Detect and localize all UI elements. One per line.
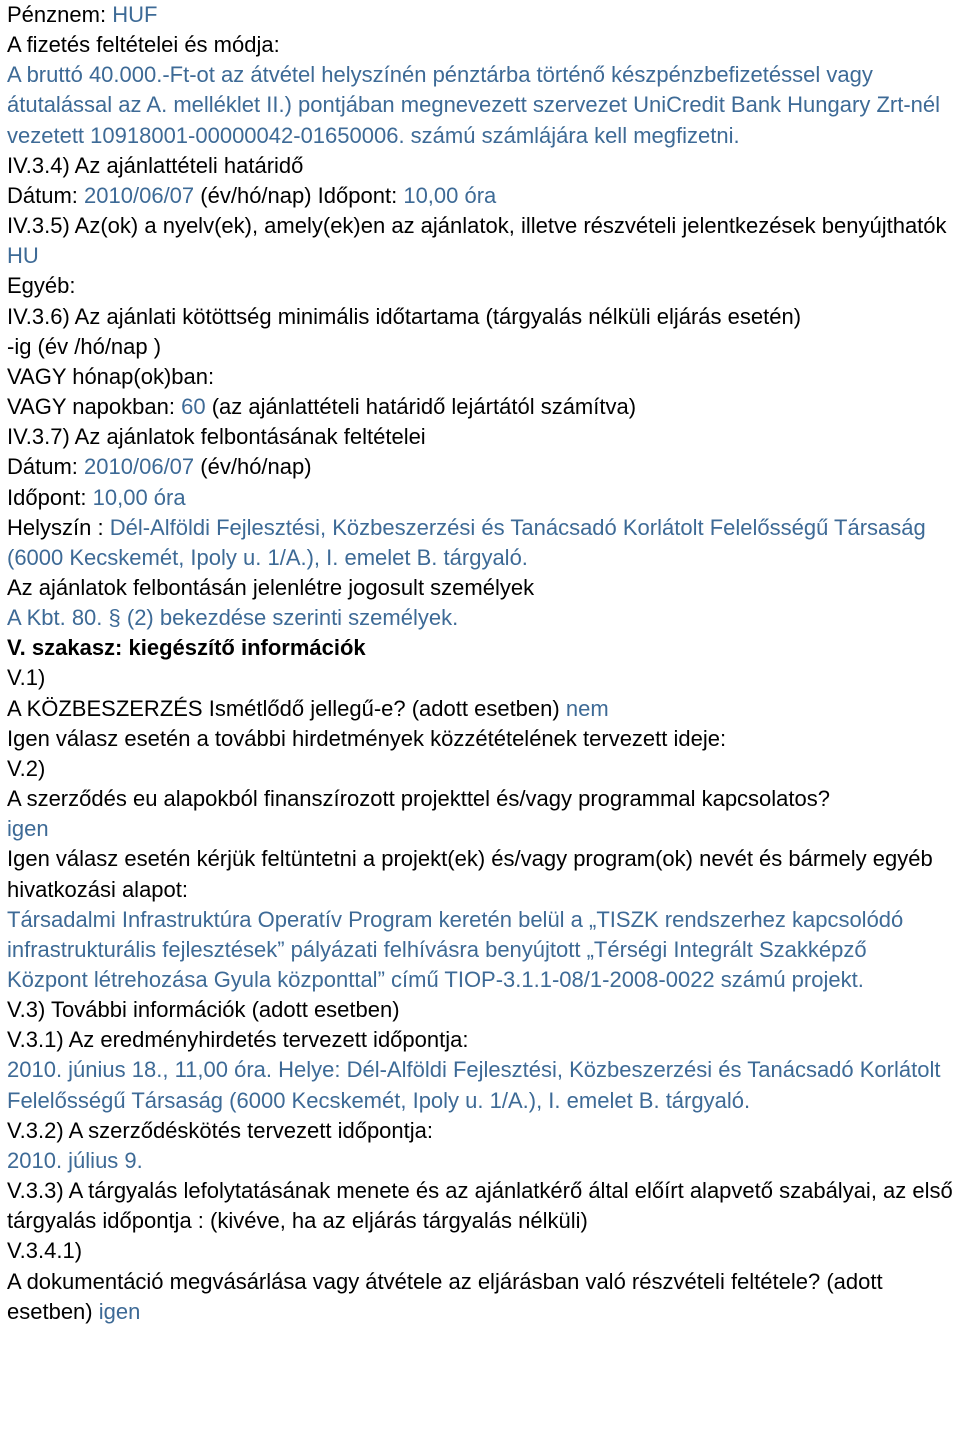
v1-answer: nem: [565, 695, 609, 721]
currency-label: Pénznem:: [7, 2, 107, 27]
currency-line: [7, 0, 953, 30]
v1-followup: Igen válasz esetén a további hirdetmények közzétételének tervezett ideje:: [7, 725, 727, 751]
iv-3-7-time-line: [7, 483, 953, 513]
iv-3-7-date-value: 2010/06/07: [84, 454, 195, 480]
iv-3-4-time-value: 10,00 óra: [403, 182, 497, 208]
currency-value: HUF: [112, 2, 158, 27]
iv-3-4-date-value: 2010/06/07: [84, 182, 195, 208]
iv-3-7-place-value: Dél-Alföldi Fejlesztési, Közbeszerzési és Tanácsadó Korlátolt Felelősségű Társaság (6000 Kecskemét, Ipoly u. 1/A.), I. emelet B. tárgyaló.: [7, 514, 926, 570]
v3-3-heading: V.3.3) A tárgyalás lefolytatásának menete és az ajánlatkérő által előírt alapvető szabályai, az első tárgyalás időpontja : (kivéve, ha az eljárás tárgyalás nélküli): [7, 1178, 953, 1234]
v2-followup: Igen válasz esetén kérjük feltüntetni a projekt(ek) és/vagy program(ok) nevét és bármely egyéb hivatkozási alapot:: [7, 846, 933, 902]
v3-1-value: 2010. június 18., 11,00 óra. Helye: Dél-Alföldi Fejlesztési, Közbeszerzési és Tanácsadó Korlátolt Felelősségű Társaság (6000 Kecskemét, Ipoly u. 1/A.), I. emelet B. tárgyaló.: [7, 1057, 941, 1113]
iv-3-6-days-line: [7, 392, 953, 422]
section-v-heading: V. szakasz: kiegészítő információk: [7, 635, 366, 661]
v3-4-1-question-line: [7, 1267, 953, 1327]
v1-label: V.1): [7, 665, 46, 691]
iv-3-7-place-label: Helyszín :: [7, 514, 104, 540]
iv-3-5-heading: IV.3.5) Az(ok) a nyelv(ek), amely(ek)en az ajánlatok, illetve részvételi jelentkezések benyújthatók: [7, 213, 947, 239]
iv-3-7-date-line: [7, 452, 953, 482]
payment-terms-label: A fizetés feltételei és módja:: [7, 32, 280, 58]
v3-heading: V.3) További információk (adott esetben): [7, 997, 400, 1023]
iv-3-4-date-label: Dátum:: [7, 182, 78, 208]
v2-label: V.2): [7, 755, 46, 781]
iv-3-7-place-line: [7, 513, 953, 573]
v3-2-value: 2010. július 9.: [7, 1147, 143, 1173]
v2-answer: igen: [7, 816, 49, 842]
iv-3-6-heading: IV.3.6) Az ajánlati kötöttség minimális időtartama (tárgyalás nélküli eljárás esetén): [7, 303, 802, 329]
iv-3-5-language-value: HU: [7, 243, 39, 269]
v3-2-heading: V.3.2) A szerződéskötés tervezett időpontja:: [7, 1117, 434, 1143]
iv-3-6-months: VAGY hónap(ok)ban:: [7, 363, 215, 389]
iv-3-5-other-label: Egyéb:: [7, 273, 76, 299]
iv-3-6-days-value: 60: [181, 394, 206, 420]
iv-3-4-heading: IV.3.4) Az ajánlattételi határidő: [7, 152, 304, 178]
v2-project-value: Társadalmi Infrastruktúra Operatív Program keretén belül a „TISZK rendszerhez kapcsolódó infrastrukturális fejlesztések” pályázati felhívásra benyújtott „Térségi Integrált Szakképző Központ létrehozása Gyula központtal” című TIOP-3.1.1-08/1-2008-0022 számú projekt.: [7, 906, 904, 992]
v2-question: A szerződés eu alapokból finanszírozott projekttel és/vagy programmal kapcsolatos?: [7, 786, 830, 812]
payment-terms-value: A bruttó 40.000.-Ft-ot az átvétel helyszínén pénztárba történő készpénzbefizetéssel vagy átutalással az A. melléklet II.) pontjában megnevezett szervezet UniCredit Bank Hungary Zrt-nél vezetett 10918001-00000042-01650006. számú számlájára kell megfizetni.: [7, 62, 941, 148]
v3-1-heading: V.3.1) Az eredményhirdetés tervezett időpontja:: [7, 1027, 469, 1053]
iv-3-6-days-suffix: (az ajánlattételi határidő lejártától számítva): [211, 394, 637, 420]
v1-question: A KÖZBESZERZÉS Ismétlődő jellegű-e? (adott esetben): [7, 695, 560, 721]
iv-3-4-date-line: [7, 181, 953, 211]
iv-3-7-persons-label: Az ajánlatok felbontásán jelenlétre jogosult személyek: [7, 574, 535, 600]
iv-3-7-heading: IV.3.7) Az ajánlatok felbontásának feltételei: [7, 424, 426, 450]
iv-3-6-days-label: VAGY napokban:: [7, 394, 175, 420]
iv-3-4-date-suffix: (év/hó/nap) Időpont:: [200, 182, 398, 208]
v3-4-1-answer: igen: [98, 1298, 141, 1324]
v3-4-1-label: V.3.4.1): [7, 1238, 83, 1264]
iv-3-7-date-suffix: (év/hó/nap): [200, 454, 312, 480]
v1-question-line: [7, 694, 953, 724]
v3-4-1-question: A dokumentáció megvásárlása vagy átvétele az eljárásban való részvételi feltétele? (adott esetben): [7, 1268, 883, 1324]
iv-3-7-time-value: 10,00 óra: [92, 484, 186, 510]
iv-3-7-date-label: Dátum:: [7, 454, 78, 480]
iv-3-6-until: -ig (év /hó/nap ): [7, 333, 162, 359]
iv-3-7-persons-value: A Kbt. 80. § (2) bekezdése szerinti személyek.: [7, 605, 459, 631]
iv-3-7-time-label: Időpont:: [7, 484, 87, 510]
